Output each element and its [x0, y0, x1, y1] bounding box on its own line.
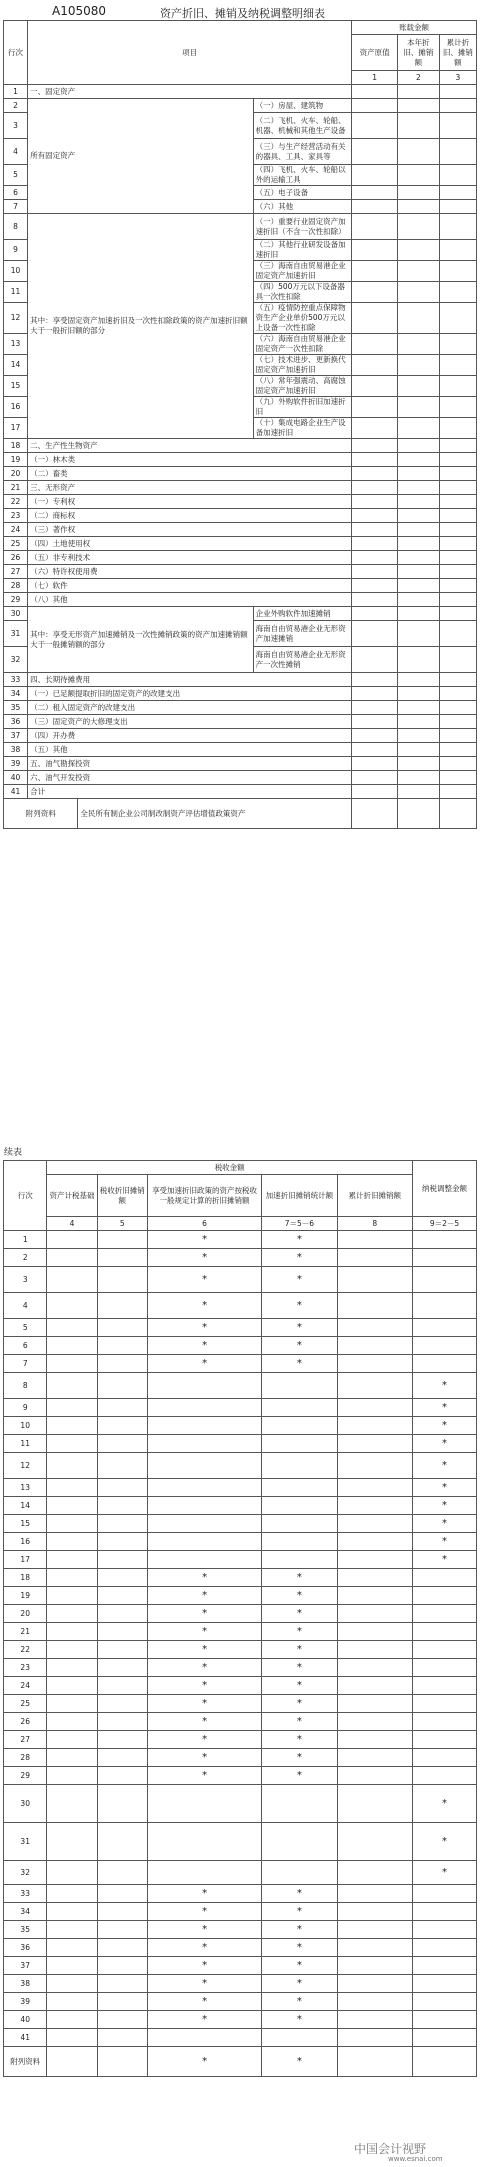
row-number: 4 [4, 1293, 47, 1319]
star-marker: * [147, 1587, 261, 1605]
row-number: 32 [4, 1861, 47, 1885]
star-marker: * [147, 1659, 261, 1677]
row-label: （四）土地使用权 [28, 537, 352, 551]
row-number: 37 [4, 1957, 47, 1975]
row-label: （七）软件 [28, 579, 352, 593]
star-marker: * [262, 1293, 337, 1319]
row-label: 六、油气开发投资 [28, 771, 352, 785]
star-marker: * [262, 1713, 337, 1731]
row-label: 海南自由贸易港企业无形资产加速摊销 [253, 621, 352, 647]
star-marker: * [147, 1293, 261, 1319]
table-row [4, 1659, 477, 1677]
row-number: 35 [4, 1921, 47, 1939]
table-row [4, 1713, 477, 1731]
row-number: 19 [4, 1587, 47, 1605]
star-marker: * [412, 1435, 476, 1453]
header-asset-original-value: 资产原值 [352, 35, 398, 71]
header-tax-depreciation: 税收折旧摊销额 [97, 1175, 147, 1217]
star-marker: * [412, 1399, 476, 1417]
table-row [4, 1861, 477, 1885]
table-row [4, 1435, 477, 1453]
table-row [4, 1355, 477, 1373]
row-number: 10 [4, 1417, 47, 1435]
table-row [4, 1587, 477, 1605]
row-number: 2 [4, 1249, 47, 1267]
header-tax-amount: 税收金额 [47, 1161, 413, 1175]
header-accumulated-depreciation: 累计折旧、摊销额 [439, 35, 476, 71]
row-number: 24 [4, 1677, 47, 1695]
star-marker: * [262, 1337, 337, 1355]
form-code: A105080 [52, 4, 107, 18]
header-item: 项目 [28, 21, 352, 85]
row-label: （一）专利权 [28, 495, 352, 509]
star-marker: * [262, 1695, 337, 1713]
table-row [4, 1623, 477, 1641]
row-label: （四）飞机、火车、轮船以外的运输工具 [253, 165, 352, 186]
table-row [4, 1767, 477, 1785]
table-row [4, 1605, 477, 1623]
col-number: 8 [337, 1217, 412, 1231]
star-marker: * [412, 1861, 476, 1885]
table-row [4, 1569, 477, 1587]
star-marker: * [147, 1337, 261, 1355]
table-row [4, 1823, 477, 1861]
table-row [4, 1975, 477, 1993]
row-number: 27 [4, 1731, 47, 1749]
star-marker: * [147, 1355, 261, 1373]
row-label: 五、油气勘探投资 [28, 757, 352, 771]
table-row [4, 1231, 477, 1249]
header-annual-depreciation: 本年折旧、摊销额 [398, 35, 440, 71]
star-marker: * [147, 2011, 261, 2029]
star-marker: * [147, 1623, 261, 1641]
row-number: 9 [4, 1399, 47, 1417]
header-tax-adjustment: 纳税调整金额 [412, 1161, 476, 1217]
row-number: 26 [4, 1713, 47, 1731]
star-marker: * [147, 1885, 261, 1903]
row-number: 11 [4, 1435, 47, 1453]
row-label: （二）其他行业研发设备加速折旧 [253, 240, 352, 261]
row-number: 39 [4, 1993, 47, 2011]
col-number: 9＝2－5 [412, 1217, 476, 1231]
star-marker: * [412, 1533, 476, 1551]
star-marker: * [147, 1249, 261, 1267]
star-marker: * [147, 1749, 261, 1767]
row-label: （二）租入固定资产的改建支出 [28, 701, 352, 715]
row-label: （五）电子设备 [253, 186, 352, 200]
table-row [4, 1641, 477, 1659]
star-marker: * [262, 1749, 337, 1767]
col-number: 2 [398, 71, 440, 85]
row-label: 二、生产性生物资产 [28, 439, 352, 453]
star-marker: * [147, 1641, 261, 1659]
col-number: 7＝5－6 [262, 1217, 337, 1231]
table-row [4, 1921, 477, 1939]
row-label: （二）畜类 [28, 467, 352, 481]
row-number: 38 [4, 1975, 47, 1993]
row-label: 企业外购软件加速摊销 [253, 607, 352, 621]
table-row [4, 1677, 477, 1695]
row-label: （五）其他 [28, 743, 352, 757]
row-number: 28 [4, 1749, 47, 1767]
star-marker: * [262, 1355, 337, 1373]
row-number: 6 [4, 1337, 47, 1355]
star-marker: * [412, 1453, 476, 1479]
attached-info-label: 附列资料 [4, 2047, 47, 2077]
star-marker: * [262, 1957, 337, 1975]
table-row [4, 2047, 477, 2077]
star-marker: * [262, 1605, 337, 1623]
row-label: （十）集成电路企业生产设备加速折旧 [253, 418, 352, 439]
row-number: 40 [4, 2011, 47, 2029]
star-marker: * [412, 1785, 476, 1823]
table-row [4, 1249, 477, 1267]
row-label: 合计 [28, 785, 352, 799]
col-number: 4 [47, 1217, 97, 1231]
star-marker: * [262, 1677, 337, 1695]
row-number: 14 [4, 1497, 47, 1515]
star-marker: * [412, 1479, 476, 1497]
row-number: 23 [4, 1659, 47, 1677]
row-number: 1 [4, 1231, 47, 1249]
row-label: （一）已足额提取折旧的固定资产的改建支出 [28, 687, 352, 701]
star-marker: * [262, 1731, 337, 1749]
row-label: 一、固定资产 [28, 85, 352, 99]
col-number: 6 [147, 1217, 261, 1231]
row-label: （六）其他 [253, 200, 352, 214]
star-marker: * [262, 1903, 337, 1921]
row-number: 30 [4, 1785, 47, 1823]
col-number: 3 [439, 71, 476, 85]
row-number: 16 [4, 1533, 47, 1551]
table-row [4, 1695, 477, 1713]
table-row [4, 1903, 477, 1921]
row-label: （四）500万元以下设备器具一次性扣除 [253, 282, 352, 303]
table-row [4, 1453, 477, 1479]
row-label: 四、长期待摊费用 [28, 673, 352, 687]
row-number: 15 [4, 1515, 47, 1533]
table-row [4, 1319, 477, 1337]
row-number: 33 [4, 1885, 47, 1903]
watermark-text: 中国会计视野 [354, 2142, 427, 2156]
star-marker: * [147, 1767, 261, 1785]
col-number: 1 [352, 71, 398, 85]
continued-label: 续表 [4, 1148, 23, 1158]
star-marker: * [147, 1993, 261, 2011]
row-number: 22 [4, 1641, 47, 1659]
row-label: （二）飞机、火车、轮船、机器、机械和其他生产设备 [253, 113, 352, 139]
row-number: 17 [4, 1551, 47, 1569]
group-all-fixed-assets: 所有固定资产 [28, 99, 254, 214]
row-number: 7 [4, 1355, 47, 1373]
group-accelerated-depreciation: 其中：享受固定资产加速折旧及一次性扣除政策的资产加速折旧额大于一般折旧额的部分 [28, 214, 254, 439]
row-label: （六）海南自由贸易港企业固定资产一次性扣除 [253, 334, 352, 355]
row-label: （五）疫情防控重点保障物资生产企业单价500万元以上设备一次性扣除 [253, 303, 352, 334]
table-row [4, 1497, 477, 1515]
row-number: 12 [4, 1453, 47, 1479]
header-row-number: 行次 [4, 21, 28, 85]
row-label: （三）著作权 [28, 523, 352, 537]
table-row [4, 1957, 477, 1975]
table-row [4, 1749, 477, 1767]
row-number: 3 [4, 1267, 47, 1293]
attached-info-text: 全民所有制企业公司制改制资产评估增值政策资产 [78, 799, 352, 829]
table-row [4, 1417, 477, 1435]
star-marker: * [262, 1569, 337, 1587]
star-marker: * [262, 1641, 337, 1659]
star-marker: * [147, 1957, 261, 1975]
star-marker: * [262, 1885, 337, 1903]
row-label: （九）外购软件折旧加速折旧 [253, 397, 352, 418]
row-label: （三）固定资产的大修理支出 [28, 715, 352, 729]
star-marker: * [262, 1993, 337, 2011]
star-marker: * [147, 1677, 261, 1695]
star-marker: * [147, 1939, 261, 1957]
row-label: （三）与生产经营活动有关的器具、工具、家具等 [253, 139, 352, 165]
star-marker: * [412, 1373, 476, 1399]
table-row [4, 1267, 477, 1293]
star-marker: * [262, 2011, 337, 2029]
star-marker: * [412, 1497, 476, 1515]
table-row [4, 1785, 477, 1823]
main-table: 行次 项目 账载金额 资产原值 本年折旧、摊销额 累计折旧、摊销额 1 2 3 1 一、固定资产 2 所有固定资产 （一）房屋、建筑物 3 （二）飞机、火车、轮船、机器、机械和其他生产设备 4 （三）与生产经营活动有关的器具、工具、家具等 5 （四）飞机、火车、轮船以外的运输工具 6 （五）电子设备 7 （六）其他 8 其中：享受固定资产加速折旧及一次性扣除政策的资产加速折旧额大于一般折旧额的部分 （一）重要行业固定资产加速折旧（不含一次性扣除） 9 （二）其他行业研发设备加速折旧 10 （三）海南自由贸易港企业固定资产加速折旧 11 （四）500万元以下设备器具一次性扣除 12 （五）疫情防控重点保障物资生产企业单价500万元以上设备一次性扣除 13 （六）海南自由贸易港企业固定资产一次性扣除 14 （七）技术进步、更新换代固定资产加速折旧 15 （八）常年强震动、高腐蚀固定资产加速折旧 16 （九）外购软件折旧加速折旧 17 （十）集成电路企业生产设备加速折旧 18 二、生产性生物资产 19 （一）林木类 20 （二）畜类 21 三、无形资产 22 （一）专利权 23 （二）商标权 24 （三）著作权 25 （四）土地使用权 26 （五）非专利技术 27 （六）特许权使用费 28 （七）软件 29 （八）其他 30 其中：享受无形资产加速摊销及一次性摊销政策的资产加速摊销额大于一般摊销额的部分 企业外购软件加速摊销 31 海南自由贸易港企业无形资产加速摊销 32 海南自由贸易港企业无形资产一次性摊销 33 四、长期待摊费用 34 （一）已足额提取折旧的固定资产的改建支出 35 （二）租入固定资产的改建支出 36 （三）固定资产的大修理支出 37 （四）开办费 38 （五）其他 39 五、油气勘探投资 40 六、油气开发投资 41 合计 附列资料 全民所有制企业公司制改制资产评估增值政策资产 [3, 20, 477, 829]
star-marker: * [262, 1319, 337, 1337]
row-label: （一）重要行业固定资产加速折旧（不含一次性扣除） [253, 214, 352, 240]
star-marker: * [262, 1659, 337, 1677]
table-row [4, 1293, 477, 1319]
star-marker: * [262, 1623, 337, 1641]
row-label: （五）非专利技术 [28, 551, 352, 565]
row-label: （一）林木类 [28, 453, 352, 467]
star-marker: * [412, 1823, 476, 1861]
star-marker: * [412, 1515, 476, 1533]
row-label: （四）开办费 [28, 729, 352, 743]
table-row [4, 2029, 477, 2047]
col-number: 5 [97, 1217, 147, 1231]
row-number: 29 [4, 1767, 47, 1785]
row-label: （二）商标权 [28, 509, 352, 523]
row-label: （一）房屋、建筑物 [253, 99, 352, 113]
star-marker: * [147, 1975, 261, 1993]
star-marker: * [147, 1695, 261, 1713]
row-number: 8 [4, 1373, 47, 1399]
header-row-number: 行次 [4, 1161, 47, 1231]
star-marker: * [147, 1713, 261, 1731]
row-number: 21 [4, 1623, 47, 1641]
row-number: 25 [4, 1695, 47, 1713]
header-accumulated-depreciation: 累计折旧摊销额 [337, 1175, 412, 1217]
star-marker: * [262, 1975, 337, 1993]
row-number: 31 [4, 1823, 47, 1861]
star-marker: * [147, 1921, 261, 1939]
star-marker: * [262, 1249, 337, 1267]
star-marker: * [262, 1587, 337, 1605]
table-row [4, 1337, 477, 1355]
star-marker: * [147, 1569, 261, 1587]
star-marker: * [262, 1921, 337, 1939]
star-marker: * [147, 1319, 261, 1337]
continued-table [3, 1160, 477, 2077]
table-row [4, 1515, 477, 1533]
star-marker: * [147, 1903, 261, 1921]
star-marker: * [147, 2047, 261, 2077]
table-row [4, 1731, 477, 1749]
table-row [4, 1993, 477, 2011]
star-marker: * [262, 1231, 337, 1249]
star-marker: * [147, 1267, 261, 1293]
form-name: 资产折旧、摊销及纳税调整明细表 [160, 7, 325, 20]
star-marker: * [262, 1939, 337, 1957]
row-label: 海南自由贸易港企业无形资产一次性摊销 [253, 647, 352, 673]
row-number: 18 [4, 1569, 47, 1587]
star-marker: * [262, 1267, 337, 1293]
table-row [4, 1399, 477, 1417]
row-number: 20 [4, 1605, 47, 1623]
row-number: 34 [4, 1903, 47, 1921]
table-row [4, 1885, 477, 1903]
table-row [4, 1533, 477, 1551]
header-accelerated-stat: 加速折旧摊销统计额 [262, 1175, 337, 1217]
row-label: （七）技术进步、更新换代固定资产加速折旧 [253, 355, 352, 376]
watermark-url: www.esnai.com [388, 2155, 443, 2163]
row-label: （六）特许权使用费 [28, 565, 352, 579]
group-accelerated-amortization: 其中：享受无形资产加速摊销及一次性摊销政策的资产加速摊销额大于一般摊销额的部分 [28, 607, 254, 673]
row-label: （八）其他 [28, 593, 352, 607]
star-marker: * [262, 2047, 337, 2077]
row-number: 5 [4, 1319, 47, 1337]
row-number: 13 [4, 1479, 47, 1497]
header-tax-basis: 资产计税基础 [47, 1175, 97, 1217]
row-number: 36 [4, 1939, 47, 1957]
star-marker: * [262, 1767, 337, 1785]
attached-info-label: 附列资料 [4, 799, 78, 829]
row-number: 41 [4, 2029, 47, 2047]
header-account-amount: 账载金额 [352, 21, 477, 35]
star-marker: * [412, 1551, 476, 1569]
row-label: （三）海南自由贸易港企业固定资产加速折旧 [253, 261, 352, 282]
star-marker: * [412, 1417, 476, 1435]
row-label: 三、无形资产 [28, 481, 352, 495]
table-row [4, 1479, 477, 1497]
table-row [4, 1373, 477, 1399]
star-marker: * [147, 1605, 261, 1623]
table-row [4, 1939, 477, 1957]
header-general-depreciation: 享受加速折旧政策的资产按税收一般规定计算的折旧摊销额 [147, 1175, 261, 1217]
watermark [354, 2140, 443, 2163]
star-marker: * [147, 1731, 261, 1749]
table-row [4, 2011, 477, 2029]
star-marker: * [147, 1231, 261, 1249]
row-label: （八）常年强震动、高腐蚀固定资产加速折旧 [253, 376, 352, 397]
table-row [4, 1551, 477, 1569]
